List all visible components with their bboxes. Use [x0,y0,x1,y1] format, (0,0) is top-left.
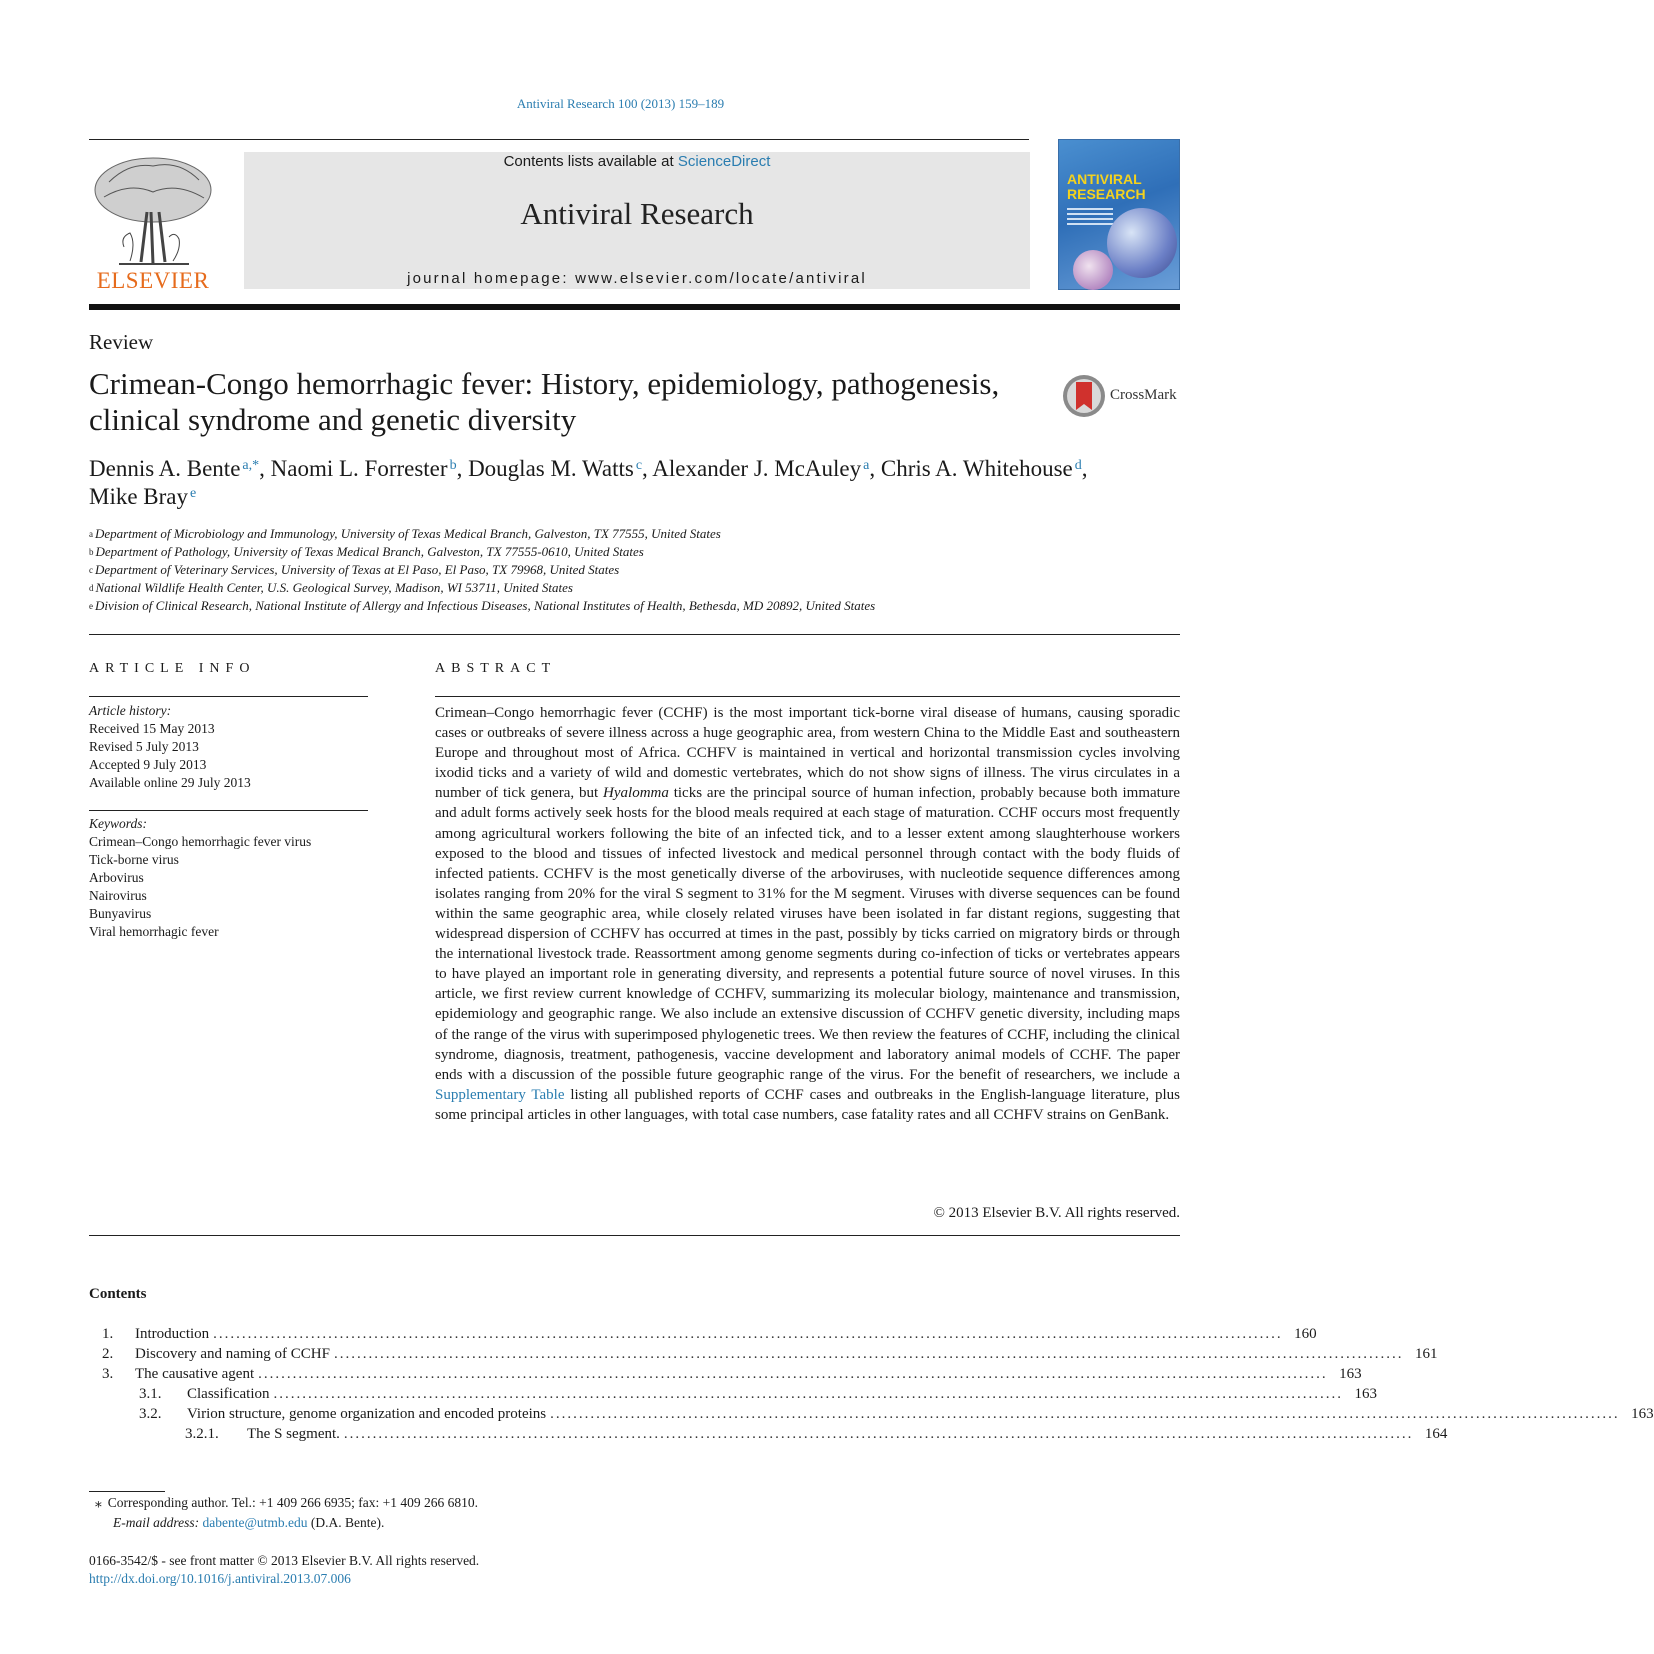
toc-title: Introduction [135,1326,210,1342]
toc-title: The causative agent [135,1366,255,1382]
toc-entry[interactable] [89,1424,1448,1444]
toc-entry[interactable] [89,1324,1317,1344]
toc-page: 160 [1294,1326,1317,1342]
crossmark-label: CrossMark [1110,387,1177,403]
author: Chris A. Whitehouse $^d$, [880,456,1088,481]
genus-name: Hyalomma [603,785,669,802]
author: Naomi L. Forrester $^b$, [270,456,469,481]
toc-title: Classification [187,1386,270,1402]
affiliation: $^e$ Division of Clinical Research, National Institute of Allergy and Infectious Diseases, National Institutes of Health, Bethesda, MD 20892, United States [89,598,876,613]
crossmark-badge[interactable] [1062,374,1180,418]
doi-link[interactable]: http://dx.doi.org/10.1016/j.antiviral.2013.07.006 [89,1571,351,1586]
keyword: Arbovirus [89,870,144,885]
author-list [89,455,1184,511]
history-item: Revised 5 July 2013 [89,739,199,754]
abstract-copyright: © 2013 Elsevier B.V. All rights reserved. [933,1205,1180,1221]
issn-block [89,1552,479,1588]
issn-line: 0166-3542/$ - see front matter © 2013 Elsevier B.V. All rights reserved. [89,1553,480,1568]
toc-leader: .......................................................................................................................................................................................... [333,1346,1404,1362]
footnotes [89,1493,478,1533]
email-link[interactable]: dabente@utmb.edu [202,1515,308,1530]
toc-leader: .......................................................................................................................................................................................... [213,1326,1283,1342]
footnote-divider [89,1491,165,1492]
contents-availability [244,153,1030,170]
affiliation: $^d$ National Wildlife Health Center, U.S. Geological Survey, Madison, WI 53711, United States [89,580,573,595]
author: Douglas M. Watts $^c$, [468,456,653,481]
affiliation: $^b$ Department of Pathology, University of Texas Medical Branch, Galveston, TX 77555-0610, United States [89,544,644,559]
footnote-marker: ⁎ [95,1495,102,1510]
article-history [89,702,368,792]
affiliations-divider [89,634,1180,635]
keyword: Bunyavirus [89,906,152,921]
elsevier-wordmark: ELSEVIER [96,268,210,293]
affiliation: $^a$ Department of Microbiology and Immunology, University of Texas Medical Branch, Galveston, TX 77555, United States [89,526,721,541]
abstract-divider [435,696,1180,697]
email-label: E-mail address: [113,1515,203,1530]
author-affiliation-link[interactable]: e [190,486,197,501]
author-affiliation-link[interactable]: a [863,458,870,473]
toc-page: 163 [1354,1386,1377,1402]
sciencedirect-link[interactable]: ScienceDirect [677,153,771,170]
journal-cover-image [1058,139,1180,290]
affiliation-list [89,525,1184,615]
toc-page: 161 [1414,1346,1438,1362]
toc-number: 2. [102,1346,114,1362]
toc-title: The S segment. [247,1426,340,1442]
toc-number: 1. [102,1326,114,1342]
author-affiliation-link[interactable]: d [1074,458,1082,473]
abstract-body: Crimean–Congo hemorrhagic fever (CCHF) is the most important tick-borne viral disease of humans, causing sporadic cases or outbreaks of severe illness across a huge geographic area, from western China to the Middle East and southeastern Europe and throughout most of Africa. CCHFV is maintained in vertical and horizontal transmission cycles involving ixodid ticks and a variety of wild and domestic vertebrates, which do not show signs of illness. The virus circulates in a number of tick genera, but Hyalomma ticks are the principal source of human infection, probably because both immature and adult forms actively seek hosts for the blood meals required at each stage of maturation. CCHF occurs most frequently among agricultural workers following the bite of an infected tick, and to a lesser extent among slaughterhouse workers exposed to the blood and tissues of infected livestock and medical personnel through contact with the body fluids of infected patients. CCHFV is the most genetically diverse of the arboviruses, with nucleotide sequence differences among isolates ranging from 20% for the viral S segment to 31% for the M segment. Viruses with diverse sequences can be found within the same geographic area, while closely related viruses have been isolated in far distant regions, suggesting that widespread dispersion of CCHFV has occurred at times in the past, possibly by ticks carried on migratory birds or through the international livestock trade. Reassortment among genome segments during co-infection of ticks or vertebrates appears to have played an important role in generating diversity, and represents a potential future source of novel viruses. In this article, we first review current knowledge of CCHFV, summarizing its molecular biology, maintenance and transmission, epidemiology and geographic range. We also include an extensive discussion of CCHFV genetic diversity, including maps of the range of the virus with superimposed phylogenetic trees. We then review the features of CCHF, including the clinical syndrome, diagnosis, treatment, pathogenesis, vaccine development and laboratory animal models of CCHF. The paper ends with a discussion of the possible future geographic range of the virus. For the benefit of researchers, we include a Supplementary Table listing all published reports of CCHF cases and outbreaks in the English-language literature, plus some principal articles in other languages, with total case numbers, case fatality rates and all CCHFV strains on GenBank. [435,705,1181,1123]
keywords-list [89,815,368,941]
toc-number: 3.1. [139,1386,162,1402]
toc-page: 163 [1631,1406,1654,1422]
toc-page: 164 [1424,1426,1448,1442]
toc-leader: .......................................................................................................................................................................................... [343,1426,1414,1442]
contents-heading: Contents [89,1286,147,1302]
toc-number: 3. [102,1366,114,1382]
supplementary-table-link[interactable]: Supplementary Table [435,1086,565,1103]
contents-prefix: Contents lists available at [503,153,678,170]
toc-entry[interactable] [89,1404,1654,1424]
table-of-contents [89,1324,1654,1444]
toc-leader: .......................................................................................................................................................................................... [258,1366,1328,1382]
article-type: Review [89,330,154,354]
author-affiliation-link[interactable]: a,* [242,458,260,473]
author-affiliation-link[interactable]: b [449,458,457,473]
toc-page: 163 [1339,1366,1362,1382]
cover-cell-graphic [1073,250,1113,290]
author: Dennis A. Bente $^{a,*}$, [89,456,271,481]
toc-entry[interactable] [89,1364,1362,1384]
article-info-divider [89,696,368,697]
header-thick-divider [89,304,1180,310]
journal-homepage[interactable]: journal homepage: www.elsevier.com/locate/antiviral [407,270,867,287]
author-affiliation-link[interactable]: c [635,458,643,473]
toc-number: 3.2.1. [185,1426,219,1442]
history-item: Received 15 May 2013 [89,721,215,736]
abstract-heading: ABSTRACT [435,661,557,676]
toc-number: 3.2. [139,1406,162,1422]
history-item: Available online 29 July 2013 [89,775,251,790]
keyword: Viral hemorrhagic fever [89,924,219,939]
top-divider [89,139,1029,140]
keyword: Tick-borne virus [89,852,179,867]
cover-subtitle-lines [1067,208,1113,230]
keyword: Crimean–Congo hemorrhagic fever virus [89,834,312,849]
cover-title: ANTIVIRAL RESEARCH [1067,171,1146,202]
toc-title: Discovery and naming of CCHF [135,1346,330,1362]
journal-reference[interactable]: Antiviral Research 100 (2013) 159–189 [516,96,725,111]
keywords-label: Keywords: [89,816,147,831]
article-info-heading: ARTICLE INFO [89,661,256,676]
journal-name: Antiviral Research [520,196,754,231]
toc-leader: .......................................................................................................................................................................................... [273,1386,1343,1402]
history-label: Article history: [89,703,172,718]
abstract-bottom-divider [89,1235,1180,1236]
toc-entry[interactable] [89,1384,1377,1404]
history-item: Accepted 9 July 2013 [89,757,207,772]
author: Mike Bray $^e$ [89,484,197,509]
email-note: E-mail address: dabente@utmb.edu (D.A. Bente). [113,1515,385,1530]
toc-leader: .......................................................................................................................................................................................... [550,1406,1620,1422]
corresponding-author-note: ⁎ Corresponding author. Tel.: +1 409 266 6935; fax: +1 409 266 6810. [95,1495,479,1510]
crossmark-icon [1062,374,1106,418]
keywords-divider [89,810,368,811]
toc-entry[interactable] [89,1344,1438,1364]
affiliation: $^c$ Department of Veterinary Services, University of Texas at El Paso, El Paso, TX 79968, United States [89,562,620,577]
author: Alexander J. McAuley $^a$, [652,456,881,481]
keyword: Nairovirus [89,888,147,903]
journal-masthead [244,152,1030,289]
toc-title: Virion structure, genome organization and encoded proteins [187,1406,547,1422]
cover-virus-graphic [1107,208,1177,278]
article-title: Crimean-Congo hemorrhagic fever: History, epidemiology, pathogenesis, clinical syndrome and genetic diversity [89,366,1000,437]
